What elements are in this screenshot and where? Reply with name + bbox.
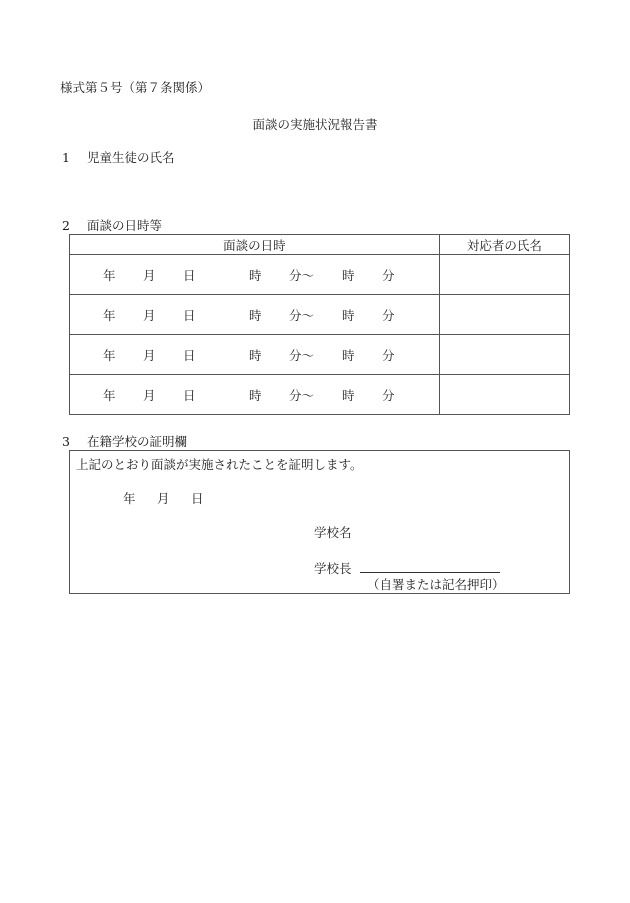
staff-name-cell[interactable] (439, 295, 569, 335)
staff-name-cell[interactable] (439, 255, 569, 295)
section-title: 在籍学校の証明欄 (87, 434, 188, 449)
certification-statement: 上記のとおり面談が実施されたことを証明します。 (76, 457, 363, 472)
table-row (70, 335, 570, 375)
start-hour-label: 時 (249, 348, 262, 363)
cert-year-label: 年 (123, 491, 136, 506)
section-title: 児童生徒の氏名 (87, 150, 175, 165)
month-label: 月 (143, 348, 156, 363)
start-minute-label: 分～ (289, 388, 315, 403)
datetime-cell[interactable] (70, 335, 440, 375)
signature-line[interactable] (360, 572, 500, 573)
day-label: 日 (183, 388, 196, 403)
document-title: 面談の実施状況報告書 (252, 117, 378, 132)
month-label: 月 (143, 268, 156, 283)
datetime-cell[interactable] (70, 295, 440, 335)
day-label: 日 (183, 308, 196, 323)
year-label: 年 (103, 348, 116, 363)
start-minute-label: 分～ (289, 348, 315, 363)
end-hour-label: 時 (342, 388, 355, 403)
signature-note: （自署または記名押印） (367, 577, 505, 592)
end-minute-label: 分 (382, 348, 395, 363)
end-hour-label: 時 (342, 308, 355, 323)
section-number: 1 (62, 150, 70, 165)
start-hour-label: 時 (249, 388, 262, 403)
certification-box (69, 450, 570, 594)
month-label: 月 (143, 388, 156, 403)
table-row (70, 375, 570, 415)
year-label: 年 (103, 308, 116, 323)
end-hour-label: 時 (342, 268, 355, 283)
month-label: 月 (143, 308, 156, 323)
start-hour-label: 時 (249, 308, 262, 323)
table-header-row (70, 235, 570, 255)
table-row (70, 255, 570, 295)
cert-month-label: 月 (157, 491, 170, 506)
start-minute-label: 分～ (289, 308, 315, 323)
start-hour-label: 時 (249, 268, 262, 283)
interview-schedule-table (69, 234, 570, 415)
datetime-cell[interactable] (70, 255, 440, 295)
section-3-heading (62, 432, 187, 450)
section-title: 面談の日時等 (87, 218, 163, 233)
day-label: 日 (183, 348, 196, 363)
end-minute-label: 分 (382, 388, 395, 403)
staff-name-cell[interactable] (439, 335, 569, 375)
header-datetime: 面談の日時 (70, 235, 440, 255)
datetime-cell[interactable] (70, 375, 440, 415)
section-number: 2 (62, 218, 70, 233)
section-1-heading (62, 148, 175, 166)
end-minute-label: 分 (382, 308, 395, 323)
year-label: 年 (103, 268, 116, 283)
cert-day-label: 日 (191, 491, 204, 506)
section-2-heading (62, 216, 162, 234)
day-label: 日 (183, 268, 196, 283)
staff-name-cell[interactable] (439, 375, 569, 415)
header-staff-name: 対応者の氏名 (439, 235, 569, 255)
year-label: 年 (103, 388, 116, 403)
school-name-label: 学校名 (314, 525, 352, 540)
end-minute-label: 分 (382, 268, 395, 283)
start-minute-label: 分～ (289, 268, 315, 283)
form-number: 様式第５号（第７条関係） (60, 80, 211, 95)
table-row (70, 295, 570, 335)
principal-label: 学校長 (314, 561, 352, 576)
end-hour-label: 時 (342, 348, 355, 363)
section-number: 3 (62, 434, 70, 449)
